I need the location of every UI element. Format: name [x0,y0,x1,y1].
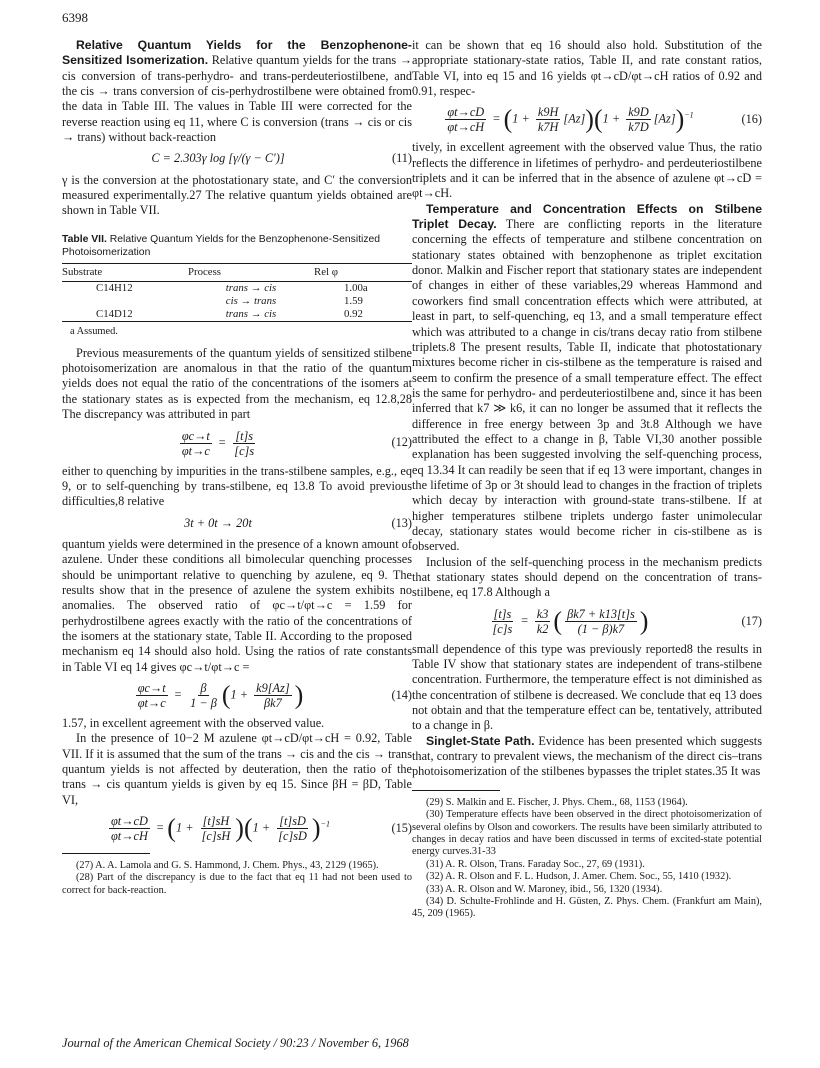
fraction [136,681,168,710]
denominator: k7H [537,120,559,135]
right-column [412,38,762,921]
fraction [254,681,291,710]
footnote-rule [412,790,500,791]
equation-number: (16) [741,112,762,127]
denominator: [c]sH [201,829,231,844]
fraction [536,105,561,134]
numerator: φt→cD [447,105,485,120]
section-heading: Temperature and Concentration Effects on Stilbene Triplet Decay. [412,201,762,232]
fraction [180,429,212,458]
section-heading: Relative Quantum Yields for the Benzophenone-Sensitized Isomerization. [62,38,412,68]
footnote: (27) A. A. Lamola and G. S. Hammond, J. Chem. Phys., 43, 2129 (1965). [76,860,379,872]
fraction [232,429,256,458]
table-row [62,308,412,322]
numerator: β [200,680,207,695]
table-cell: 0.92 [344,307,363,320]
fraction [188,681,219,710]
paragraph: Previous measurements of the quantum yields of sensitized stilbene photoisomerization are anomalous in that the ratio of the quantum yields does not equal the ratio of the concentrations of the isomers at the stationary states as is expected from the mechanism, eq 12.8,28 The discrepancy was attributed in part [62,345,412,422]
table-label: Table VII. [62,233,107,245]
fraction [109,814,150,843]
equation-number: (13) [391,515,412,530]
equation-13 [62,516,412,531]
table-cell: trans → cis [225,281,277,294]
denominator: [c]s [492,621,513,636]
denominator: φt→c [181,443,210,458]
table-cell: trans → cis [225,307,277,320]
footnotes-left [62,853,412,897]
fraction [626,105,651,134]
equation-number: (14) [391,687,412,702]
section-heading: Singlet-State Path. [426,733,535,748]
fraction [491,607,515,636]
table-cell: C14D12 [96,307,133,320]
denominator: 1 − β [190,695,217,710]
equation-16: $\frac{\varphi t\to cD}{\varphi t\to cH}$ = (1 + $\frac{k9H}{k7H}$ [Az])(1 + $\frac{k9D}{k7D}$ [Az])$^{-1}$ (16) [447,104,762,135]
paragraph: either to quenching by impurities in the trans-stilbene samples, e.g., eq 9, or to self-quenching by trans-stilbene, eq 13.8 To avoid previous difficulties,8 relative [62,463,412,509]
table-title: Relative Quantum Yields for the Benzophenone-Sensitized Photoisomerization [62,233,381,258]
numerator: k9H [537,105,559,120]
footnote: (30) Temperature effects have been observed in the direct photoisomerization of several olefins by Olson and coworkers. The results have been similarly attributed to changes in decay ratios and have been discussed in terms of excited-state potential energy curves.31-33 [412,809,762,858]
table-cell: 1.00a [344,281,368,294]
numerator: [t]s [493,606,512,621]
table-cell [62,295,188,308]
equation-number: (11) [391,151,412,166]
denominator: [c]sD [278,829,307,844]
footnote: (29) S. Malkin and E. Fischer, J. Phys. Chem., 68, 1153 (1964). [426,796,688,808]
journal-footer: Journal of the American Chemical Society / 90:23 / November 6, 1968 [62,1036,409,1050]
equation-14: $\frac{\varphi c\to t}{\varphi t\to c}$ = $\frac{\beta}{1 - \beta}$ (1 + $\frac{k9[Az]}{\beta k7}$ ) (14) [137,680,412,710]
numerator: φc→t [137,680,166,695]
paragraph: it can be shown that eq 16 should also hold. Substitution of the appropriate stationary-state ratios, Table II, and rate constant ratios, Table VI, into eq 15 and 16 yields φt→cD/φt→cH ratios of 0.92 and 0.91, respec- [412,38,762,99]
footnote: (33) A. R. Olson and W. Maroney, ibid., 56, 1320 (1934). [426,883,663,895]
table-cell: cis → trans [225,294,277,307]
paragraph: Inclusion of the self-quenching process in the mechanism predicts that stationary states should depend on the concentration of trans-stilbene, eq 17.8 Although a [412,554,762,600]
numerator: φt→cD [110,814,148,829]
table-cell: 1.59 [344,294,363,307]
equation-body: C = 2.303γ log [γ/(γ − C′)] [151,151,285,166]
paragraph: γ is the conversion at the photostationary state, and C′ the conversion measured experimentally.27 The relative quantum yields obtained are shown in Table VII. [62,172,412,218]
equation-number: (15) [391,820,412,835]
equation-11 [62,151,412,166]
table-row [62,295,412,308]
fraction [565,607,637,636]
denominator: φt→c [137,695,166,710]
paragraph-text: There are conflicting reports in the literature concerning the effects of temperature and stilbene concentration on stationary states obtained with benzophenone as triplet excitation donor. Malkin and Fischer report that stationary states are independent of changes in either of these variables,29 whereas Hammond and coworkers find small concentration effects which were attributed, at least in part, to self-quenching, eq 13, and a small temperature effect which was attributed to a change in cis/trans decay ratio from stilbene triplets.8 The present results, Table II, indicate that photostationary mixtures become richer in cis-stilbene as the temperature is raised and seem to confirm the presence of a small temperature effect. The effect is the same for perhydro- and perdeuteriostilbene and, since it has been inferred that k7 ≫ k6, it can no longer be assumed that it reflects the difference in free energy between 3p and 3t.8 Although we have attributed the effect to a change in β, Table VI,30 another possible explanation has been suggested involving the self-quenching process, eq 13.34 It can readily be seen that if eq 13 were important, changes in the lifetime of 3p or 3t should lead to changes in the fraction of triplets which decay by interaction with ground-state trans-stilbene. If at higher temperatures stilbene triplets undergo faster unimolecular decay, stationary states would become richer in cis-stilbene as is observed. [412,217,762,554]
fraction [445,105,486,134]
numerator: [t]s [235,428,254,443]
paragraph: 1.57, in excellent agreement with the observed value. [62,715,325,730]
paragraph-text: Evidence has been presented which suggests that, contrary to prevalent views, the mechanism of the direct cis–trans photoisomerization of the stilbenes bypasses the triplet states.35 It was [412,733,762,779]
equation-number: (17) [741,613,762,628]
quantum-yield-table [62,263,412,322]
column-header: Substrate [62,265,103,278]
equation-15: $\frac{\varphi t\to cD}{\varphi t\to cH}$ = (1 + $\frac{[t]sH}{[c]sH}$ )(1 + $\frac{[t]sD}{[c]sD}$ )$^{-1}$ (15) [110,813,412,844]
denominator: βk7 [264,695,282,710]
section-singlet-state-path [412,734,762,780]
fraction [276,814,309,843]
fraction [535,607,551,636]
numerator: k3 [536,606,549,621]
equation-12: $\frac{\varphi c\to t}{\varphi t\to c}$ = $\frac{[t]s}{[c]s}$ (12) [181,428,412,458]
section-temperature-effects [412,202,762,555]
table-cell: C14H12 [96,281,133,294]
page-number: 6398 [62,10,88,25]
footnote-rule [62,853,150,854]
table-caption [62,233,412,259]
table-row [62,281,412,295]
footnote: (32) A. R. Olson and F. L. Hudson, J. Amer. Chem. Soc., 55, 1410 (1932). [426,871,732,883]
denominator: [c]s [234,443,255,458]
table-footnote: a Assumed. [70,325,118,337]
numerator: [t]sH [202,814,230,829]
footnotes-right [412,790,762,921]
equation-17: $\frac{[t]s}{[c]s}$ = $\frac{k3}{k2}$ ( $\frac{\beta k7 + k13[t]s}{(1 - \beta)k7}$ ) (17) [492,606,762,636]
numerator: [t]sD [279,814,306,829]
left-column [62,38,412,897]
paragraph: quantum yields were determined in the presence of a known amount of azulene. Under these conditions all bimolecular quenching processes should be unimportant relative to quenching by azulene, eq 9. The results show that in the presence of azulene the system exhibits no anomalies. The observed ratio of φc→t/φt→c = 1.59 for perhydrostilbene agrees exactly with the ratio of the concentrations of the isomers at the stationary state, Table II. According to the proposed mechanism eq 14 should also hold. Using the ratios of rate constants in Table VI eq 14 gives φc→t/φt→c = [62,536,412,674]
equation-body: 3t + 0t → 20t [184,515,252,530]
section-relative-quantum-yields [62,38,412,145]
fraction [200,814,233,843]
numerator: k9[Az] [256,680,290,695]
column-header: Process [188,265,221,278]
column-header: Rel φ [314,265,338,278]
equation-number: (12) [391,435,412,450]
denominator: φt→cH [447,120,485,135]
numerator: φc→t [181,428,210,443]
denominator: φt→cH [110,829,148,844]
denominator: k7D [628,120,649,135]
footnote: (34) D. Schulte-Frohlinde and H. Güsten, Z. Phys. Chem. (Frankfurt am Main), 45, 209 (1965). [412,896,762,920]
paragraph: tively, in excellent agreement with the observed value Thus, the ratio reflects the difference in lifetimes of perhydro- and perdeuteriostilbene triplets and it can be inferred that in the absence of azulene φt→cD = φt→cH. [412,140,762,201]
paragraph: small dependence of this type was previously reported8 the results in Table IV show that stationary states are independent of trans-stilbene concentration. Furthermore, the temperature effect is not diminished as the concentration of stilbene is decreased. We conclude that eq 13 does not obtain and that the temperature effect can be, tentatively, attributed to a change in β. [412,641,762,733]
paragraph: In the presence of 10−2 M azulene φt→cD/φt→cH = 0.92, Table VII. If it is assumed that the sum of the trans → cis and the cis → trans quantum yields is not affected by deuteration, then the ratio of the trans → cis quantum yields is given by eq 15. Since βH = βD, Table VI, [62,731,412,807]
numerator: βk7 + k13[t]s [567,606,635,621]
footnote: (28) Part of the discrepancy is due to the fact that eq 11 had not been used to correct for back-reaction. [62,872,412,896]
denominator: k2 [536,621,549,636]
denominator: (1 − β)k7 [577,621,625,636]
paragraph-text: Relative quantum yields for the trans → cis conversion of trans-perhydro- and trans-perdeuteriostilbene, and the cis → trans conversion of cis-perhydrostilbene were obtained from the data in Table III. The values in Table III were corrected for the reverse reaction using eq 11, where C is conversion (trans → cis or cis → trans) without back-reaction [62,53,413,145]
table-vii [62,233,412,338]
footnote: (31) A. R. Olson, Trans. Faraday Soc., 27, 69 (1931). [426,858,645,870]
numerator: k9D [628,105,649,120]
